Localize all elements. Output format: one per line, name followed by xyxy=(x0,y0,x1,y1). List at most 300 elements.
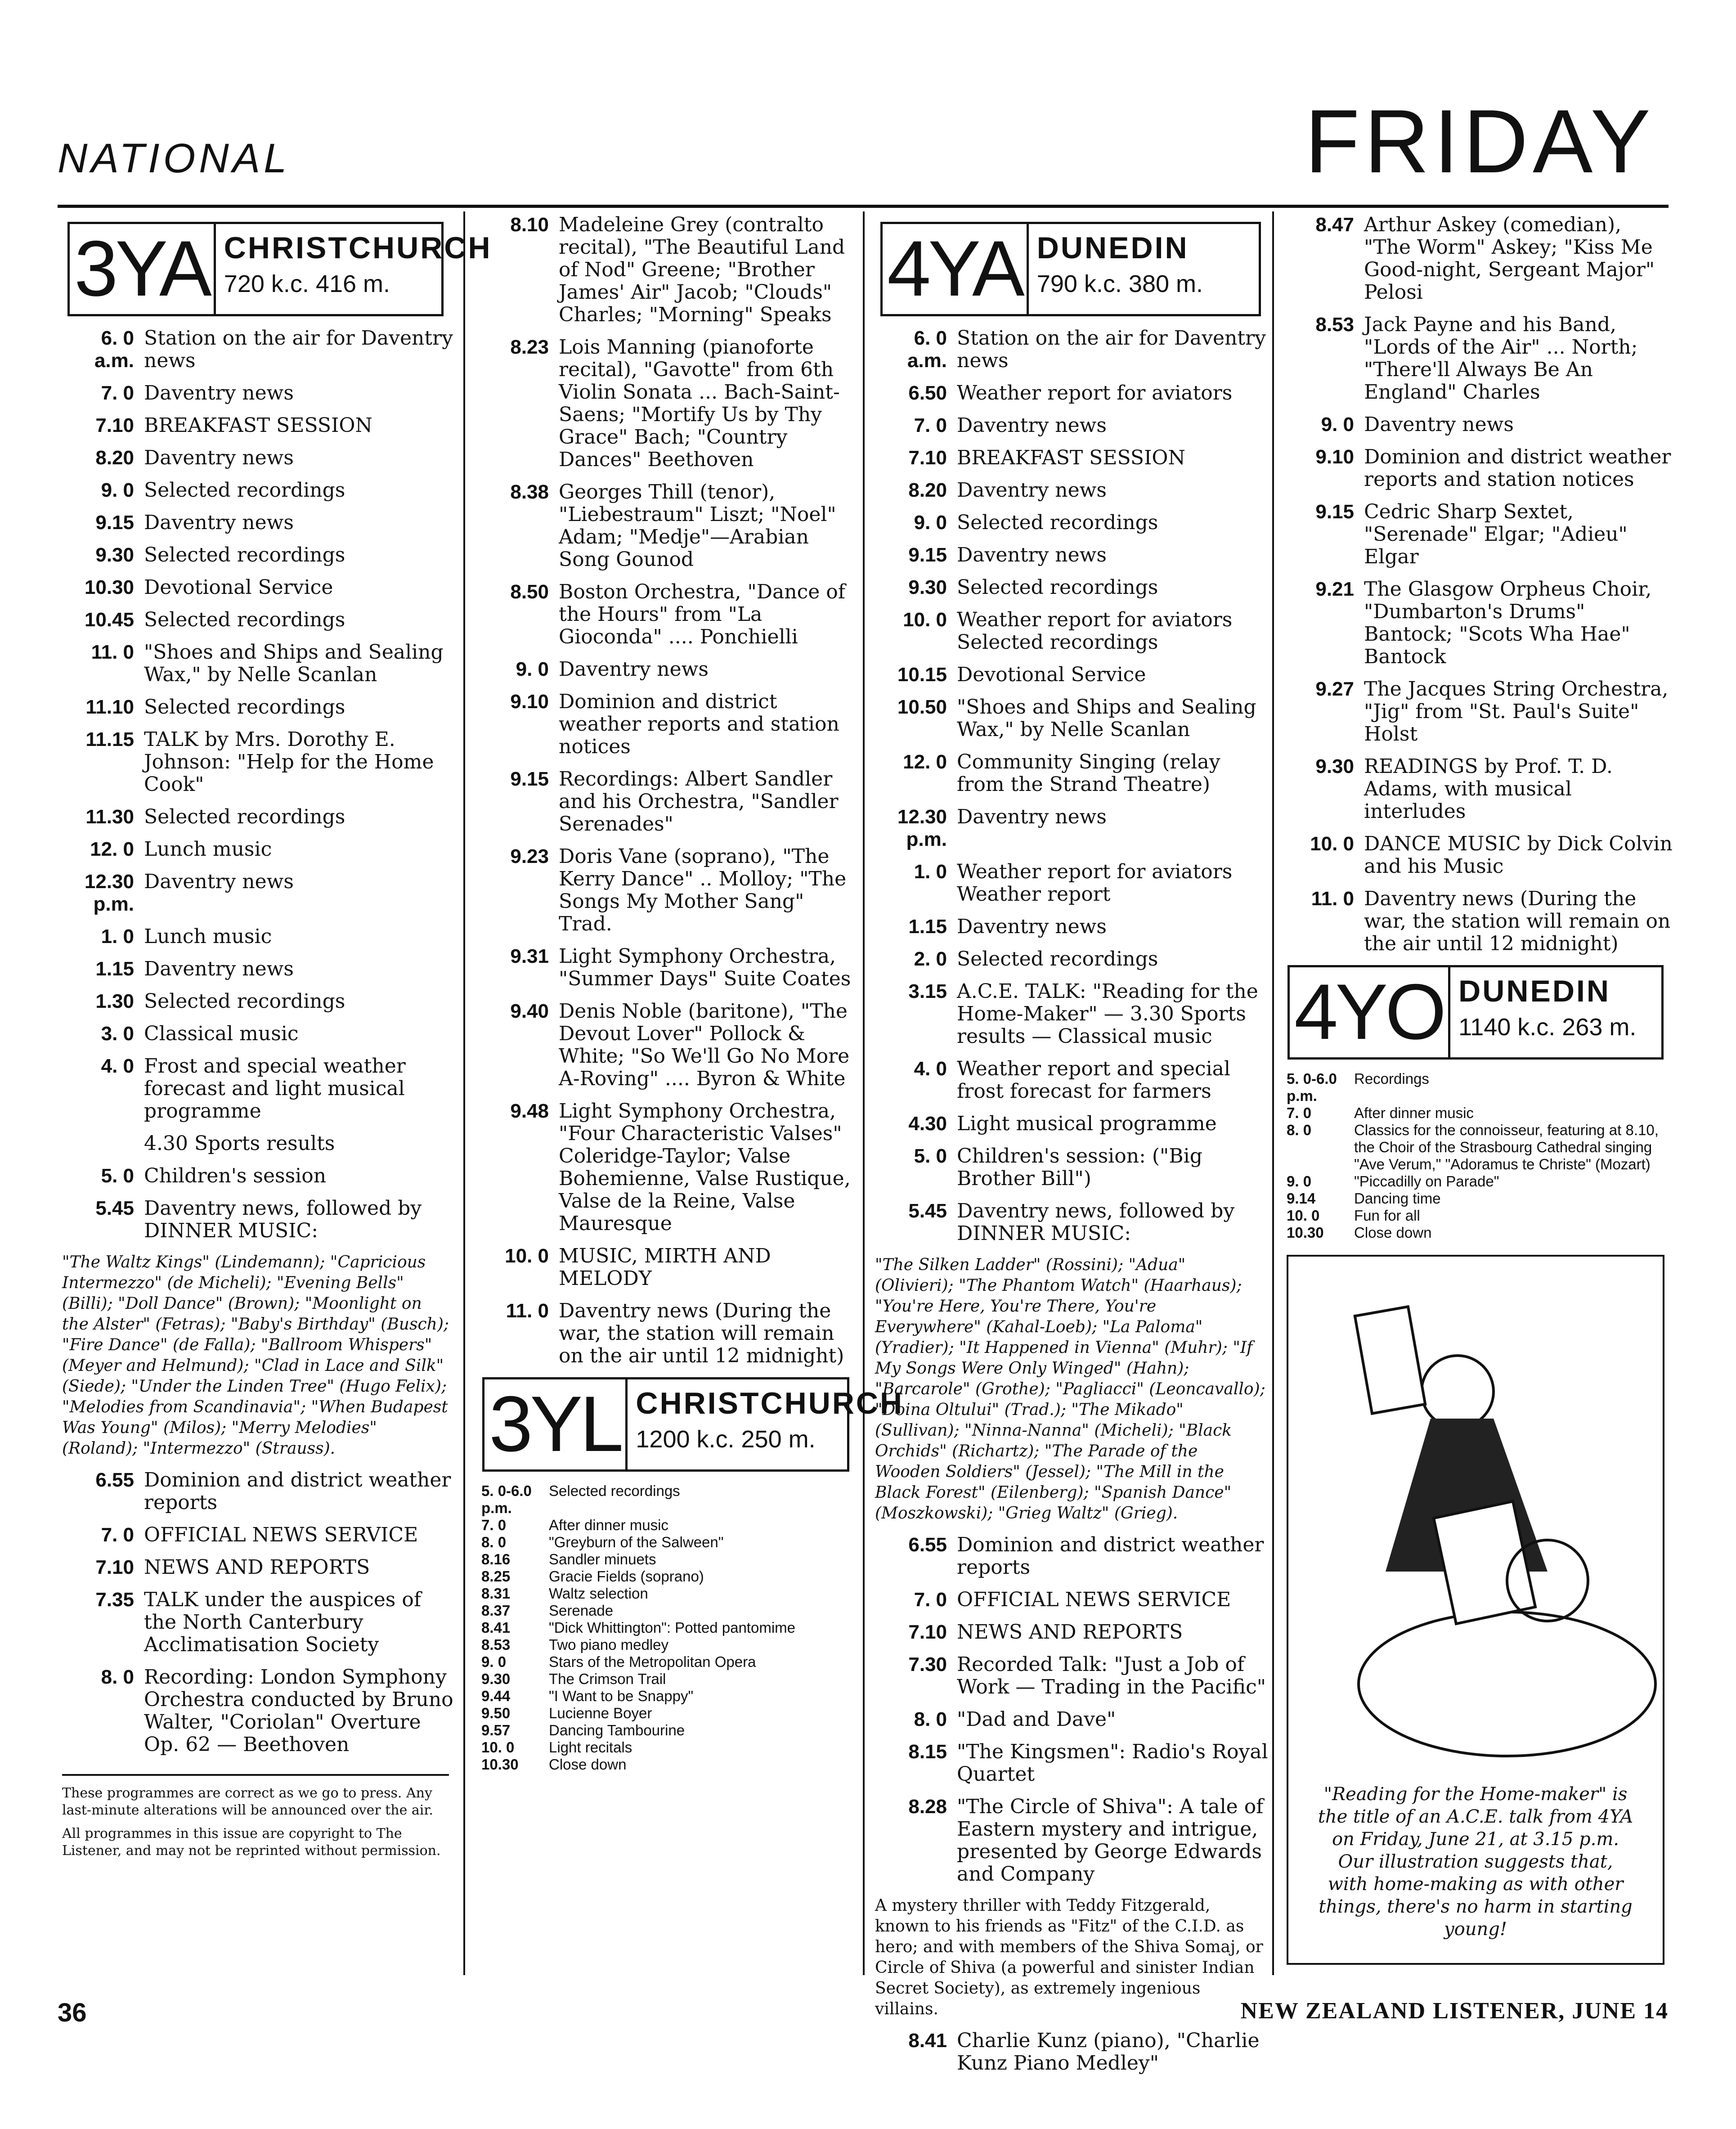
programme-time: 9. 0 xyxy=(481,1653,507,1670)
programme-title: Daventry news xyxy=(144,957,294,980)
child-reading-illustration xyxy=(1288,1257,1663,1797)
programme-time: 7.10 xyxy=(908,1621,947,1643)
programme-item xyxy=(58,838,453,861)
programme-item xyxy=(870,414,1271,437)
programme-time: 7. 0 xyxy=(1287,1105,1312,1121)
programme-title: Weather report and special frost forecast for farmers xyxy=(957,1057,1230,1103)
programme-item xyxy=(58,1666,453,1756)
dinner-music-note: "The Silken Ladder" (Rossini); "Adua" (Olivieri); "The Phantom Watch" (Haarhaus); "You're Here, You're There, You're Everywhere" (Kahal-Loeb); "La Paloma" (Yradier); "It Happened in Vienna" (Muhr); "If My Songs Were Only Winged" (Hahn); "Barcarole" (Grothe); "Pagliacci" (Leoncavallo); "Doina Oltului" (Trad.); "The Mikado" (Sullivan); "Ninna-Nanna" (Micheli); "Black Orchids" (Richartz); "The Parade of the Wooden Soldiers" (Jessel); "The Mill in the Black Forest" (Eilenberg); "Spanish Dance" (Moszkowski); "Grieg Waltz" (Grieg). xyxy=(875,1256,1265,1523)
programme-title: Jack Payne and his Band, "Lords of the Air" ... North; "There'll Always Be An England" Charles xyxy=(1364,313,1638,404)
programme-title: Arthur Askey (comedian), "The Worm" Askey; "Kiss Me Good-night, Sergeant Major" Pelosi xyxy=(1364,213,1655,304)
programme-item xyxy=(58,414,453,437)
programme-title: Serenade xyxy=(549,1602,614,1619)
programme-time: 7. 0 xyxy=(914,1589,947,1611)
shiva-note: A mystery thriller with Teddy Fitzgerald, known to his friends as "Fitz" of the C.I.D. as hero; and with members of the Shiva Somaj, or Circle of Shiva (a powerful and sinister Indian Secret Society), as extremely ingenious villains. xyxy=(875,1896,1263,2018)
programme-time: 12.30 p.m. xyxy=(84,871,134,915)
programme-item xyxy=(870,861,1271,906)
small-programme-list xyxy=(472,1482,859,1773)
programme-time: 9. 0 xyxy=(101,479,134,501)
programme-time: 8.53 xyxy=(481,1636,511,1653)
station-box-4yo xyxy=(1287,965,1664,1060)
programme-title: Light musical programme xyxy=(957,1112,1217,1135)
programme-title: READINGS by Prof. T. D. Adams, with musical interludes xyxy=(1364,755,1613,823)
programme-time: 6. 0 a.m. xyxy=(94,327,134,372)
programme-time: 10.30 xyxy=(84,576,134,598)
small-programme-item xyxy=(472,1482,859,1517)
column-4ya-cont xyxy=(1278,214,1673,1968)
programme-title: Daventry news xyxy=(144,446,294,469)
programme-time: 9.10 xyxy=(510,691,549,713)
station-call: 3YA xyxy=(70,224,216,314)
small-programme-item xyxy=(1278,1224,1673,1241)
programme-item xyxy=(472,1300,859,1367)
programme-item xyxy=(870,1589,1271,1611)
programme-item xyxy=(472,336,859,471)
programme-time: 7.10 xyxy=(95,414,134,436)
programme-list xyxy=(1278,214,1673,955)
programme-item xyxy=(870,1741,1271,1786)
programme-title: OFFICIAL NEWS SERVICE xyxy=(957,1588,1231,1611)
programme-list xyxy=(870,1534,1271,1886)
programme-time: 8.53 xyxy=(1315,314,1354,336)
programme-title: Selected recordings xyxy=(144,608,345,631)
programme-time: 8.20 xyxy=(95,447,134,469)
programme-item xyxy=(58,1165,453,1187)
programme-title: MUSIC, MIRTH AND MELODY xyxy=(559,1244,771,1290)
programme-time: 10.15 xyxy=(897,664,947,686)
programme-list xyxy=(58,1469,453,1756)
programme-item xyxy=(870,664,1271,686)
small-programme-item xyxy=(1278,1105,1673,1122)
programme-time: 9.15 xyxy=(1315,501,1354,523)
programme-item xyxy=(472,945,859,990)
programme-title: "The Circle of Shiva": A tale of Eastern mystery and intrigue, presented by George Edwards and Company xyxy=(957,1795,1264,1886)
footnote-block xyxy=(62,1774,449,1860)
station-frequency: 720 k.c. 416 m. xyxy=(224,270,390,297)
programme-title: Selected recordings xyxy=(144,543,345,566)
programme-title: Children's session xyxy=(144,1164,327,1187)
programme-time: 8.25 xyxy=(481,1568,511,1585)
programme-time: 6.50 xyxy=(908,382,947,404)
programme-title: Fun for all xyxy=(1354,1207,1420,1224)
programme-title: "The Kingsmen": Radio's Royal Quartet xyxy=(957,1740,1268,1786)
issue-line: NEW ZEALAND LISTENER, JUNE 14 xyxy=(1240,1998,1669,2024)
programme-item xyxy=(472,1000,859,1090)
column-divider xyxy=(463,211,465,1975)
programme-title: Devotional Service xyxy=(144,576,333,599)
programme-item xyxy=(870,479,1271,502)
programme-title: Light Symphony Orchestra, "Four Characteristic Valses" Coleridge-Taylor; Valse Bohemienne, Valse Rustique, Valse de la Reine, Valse Mauresque xyxy=(559,1100,851,1235)
programme-time: 8. 0 xyxy=(914,1708,947,1730)
programme-title: Frost and special weather forecast and light musical programme xyxy=(144,1055,406,1123)
programme-time: 9.44 xyxy=(481,1688,511,1704)
programme-title: Children's session: ("Big Brother Bill") xyxy=(957,1145,1202,1190)
programme-title: Waltz selection xyxy=(549,1585,648,1602)
programme-item xyxy=(58,1197,453,1242)
copyright-note: All programmes in this issue are copyright to The Listener, and may not be reprinted without permission. xyxy=(62,1826,441,1859)
programme-item xyxy=(870,1534,1271,1579)
programme-title: Denis Noble (baritone), "The Devout Lover" Pollock & White; "So We'll Go No More A-Roving" .... Byron & White xyxy=(559,1000,850,1090)
station-box-3yl xyxy=(482,1377,904,1472)
programme-item xyxy=(58,1556,453,1579)
programme-time: 7. 0 xyxy=(101,382,134,404)
programme-time: 12.30 p.m. xyxy=(897,806,947,850)
programme-time: 1.15 xyxy=(908,916,947,938)
programme-title: NEWS AND REPORTS xyxy=(957,1621,1183,1644)
programme-time: 7.10 xyxy=(95,1556,134,1578)
programme-time: 2. 0 xyxy=(914,948,947,970)
programme-title: Daventry news xyxy=(144,511,294,534)
programme-time: 8.41 xyxy=(908,2030,947,2052)
programme-item xyxy=(1278,678,1673,746)
programme-time: 1.15 xyxy=(95,958,134,980)
programme-time: 7.30 xyxy=(908,1653,947,1675)
small-programme-item xyxy=(472,1671,859,1688)
dinner-music-note: "The Waltz Kings" (Lindemann); "Capricious Intermezzo" (de Micheli); "Evening Bells" (Billi); "Doll Dance" (Brown); "Moonlight on the Alster" (Fetras); "Baby's Birthday" (Busch); "Fire Dance" (de Falla); "Ballroom Whispers" (Meyer and Helmund); "Clad in Lace and Silk" (Siede); "Under the Linden Tree" (Hugo Felix); "Melodies from Scandinavia"; "When Budapest Was Young" (Milos); "Merry Melodies" (Roland); "Intermezzo" (Strauss). xyxy=(62,1253,449,1458)
programme-title: "Dick Whittington": Potted pantomime xyxy=(549,1619,795,1636)
programme-title: Selected recordings xyxy=(144,696,345,719)
programme-title: Devotional Service xyxy=(957,663,1146,686)
station-call: 4YO xyxy=(1290,967,1450,1057)
programme-title: Daventry news xyxy=(559,658,709,681)
programme-time: 9.15 xyxy=(510,768,549,790)
programme-item xyxy=(870,609,1271,654)
programme-time: 9.15 xyxy=(908,544,947,566)
programme-item xyxy=(58,1469,453,1514)
programme-title: "Dad and Dave" xyxy=(957,1708,1116,1731)
programme-item xyxy=(58,512,453,534)
programme-title: A.C.E. TALK: "Reading for the Home-Maker" — 3.30 Sports results — Classical music xyxy=(957,980,1258,1048)
station-frequency: 790 k.c. 380 m. xyxy=(1036,270,1203,297)
programme-time: 9.31 xyxy=(510,945,549,967)
programme-item xyxy=(472,214,859,326)
column-3ya-cont xyxy=(472,213,904,1968)
programme-item xyxy=(870,1653,1271,1698)
programme-item xyxy=(58,447,453,469)
programme-title: Lunch music xyxy=(144,838,272,861)
programme-item xyxy=(472,845,859,935)
small-programme-item xyxy=(1278,1190,1673,1207)
programme-title: "Shoes and Ships and Sealing Wax," by Nelle Scanlan xyxy=(144,641,444,686)
programme-time: 10. 0 xyxy=(903,609,947,631)
programme-time: 5. 0-6.0 p.m. xyxy=(481,1482,532,1516)
programme-title: Georges Thill (tenor), "Liebestraum" Liszt; "Noel" Adam; "Medje"—Arabian Song Gounod xyxy=(559,481,836,571)
station-name: CHRISTCHURCH xyxy=(224,231,492,265)
programme-time: 9.40 xyxy=(510,1000,549,1022)
programme-time: 9.10 xyxy=(1315,446,1354,468)
small-programme-item xyxy=(1278,1122,1673,1173)
programme-time: 8.15 xyxy=(908,1741,947,1763)
programme-title: Doris Vane (soprano), "The Kerry Dance" .. Molloy; "The Songs My Mother Sang" Trad. xyxy=(559,845,847,935)
programme-time: 7.35 xyxy=(95,1589,134,1611)
programme-time: 9.21 xyxy=(1315,578,1354,600)
programme-time: 10.30 xyxy=(481,1756,519,1773)
programme-title: Charlie Kunz (piano), "Charlie Kunz Piano Medley" xyxy=(957,2029,1260,2075)
programme-title: BREAKFAST SESSION xyxy=(957,446,1185,469)
programme-title: Station on the air for Daventry news xyxy=(957,327,1266,372)
programme-time: 9.30 xyxy=(95,544,134,566)
programme-item xyxy=(870,447,1271,469)
station-name: CHRISTCHURCH xyxy=(636,1386,904,1420)
programme-item xyxy=(870,1708,1271,1731)
programme-time: 10. 0 xyxy=(1310,833,1354,855)
programme-time: 9.57 xyxy=(481,1722,511,1738)
station-frequency: 1140 k.c. 263 m. xyxy=(1458,1014,1637,1041)
programme-time: 12. 0 xyxy=(903,751,947,773)
programme-time: 8. 0 xyxy=(481,1534,507,1550)
programme-title: Daventry news xyxy=(957,915,1107,938)
programme-title: Daventry news xyxy=(957,479,1107,502)
top-rule xyxy=(58,205,1669,208)
programme-item xyxy=(870,980,1271,1048)
programme-time: 6.55 xyxy=(908,1534,947,1556)
programme-title: "I Want to be Snappy" xyxy=(549,1688,694,1704)
programme-list xyxy=(870,2030,1271,2075)
programme-item xyxy=(870,512,1271,534)
small-programme-item xyxy=(472,1534,859,1551)
programme-item xyxy=(870,1796,1271,1886)
station-name: DUNEDIN xyxy=(1458,974,1610,1008)
column-divider xyxy=(863,211,865,1975)
programme-item xyxy=(472,691,859,758)
programme-time: 8.20 xyxy=(908,479,947,501)
programme-time: 9. 0 xyxy=(1287,1173,1312,1190)
small-programme-item xyxy=(1278,1173,1673,1190)
programme-time: 11. 0 xyxy=(1311,888,1354,910)
programme-time: 9. 0 xyxy=(914,512,947,534)
programme-time: 1. 0 xyxy=(101,925,134,948)
programme-time: 8.16 xyxy=(481,1551,511,1568)
programme-item xyxy=(1278,888,1673,955)
programme-title: Daventry news xyxy=(144,382,294,404)
programme-item xyxy=(58,327,453,372)
programme-time: 8.37 xyxy=(481,1602,511,1619)
programme-item xyxy=(58,806,453,828)
programme-time: 8. 0 xyxy=(1287,1122,1312,1138)
programme-title: Dominion and district weather reports and station notices xyxy=(1364,445,1671,491)
programme-title: Dominion and district weather reports and station notices xyxy=(559,690,839,758)
programme-item xyxy=(870,1621,1271,1644)
programme-item xyxy=(870,1113,1271,1135)
programme-item xyxy=(58,696,453,719)
programme-title: TALK under the auspices of the North Canterbury Acclimatisation Society xyxy=(144,1588,422,1656)
programme-item xyxy=(1278,501,1673,568)
programme-item xyxy=(58,1023,453,1045)
programme-title: Daventry news xyxy=(1364,413,1514,436)
column-4ya xyxy=(870,214,1271,2075)
programme-item xyxy=(58,382,453,404)
programme-title: Gracie Fields (soprano) xyxy=(549,1568,704,1585)
programme-title: Daventry news (During the war, the station will remain on the air until 12 midnight) xyxy=(1364,887,1671,955)
programme-title: Selected recordings xyxy=(144,479,345,502)
programme-item xyxy=(58,871,453,916)
small-programme-item xyxy=(472,1636,859,1653)
programme-time: 8.31 xyxy=(481,1585,511,1602)
programme-title: After dinner music xyxy=(1354,1105,1474,1121)
programme-title: Dominion and district weather reports xyxy=(957,1533,1264,1579)
programme-item xyxy=(870,382,1271,404)
column-3ya xyxy=(58,214,492,1968)
programme-title: Light recitals xyxy=(549,1739,632,1756)
programme-item xyxy=(58,958,453,980)
programme-time: 6. 0 a.m. xyxy=(907,327,947,372)
small-programme-item xyxy=(472,1653,859,1671)
programme-time: 9.30 xyxy=(1315,755,1354,777)
programme-item xyxy=(1278,314,1673,404)
programme-time: 8.50 xyxy=(510,581,549,603)
programme-time: 12. 0 xyxy=(90,838,134,860)
correction-note: These programmes are correct as we go to press. Any last-minute alterations will be announced over the air. xyxy=(62,1785,433,1818)
programme-title: Boston Orchestra, "Dance of the Hours" from "La Gioconda" .... Ponchielli xyxy=(559,580,846,648)
programme-time: 9.48 xyxy=(510,1100,549,1122)
programme-time: 1.30 xyxy=(95,990,134,1012)
programme-item xyxy=(870,751,1271,796)
small-programme-item xyxy=(472,1568,859,1585)
illustration xyxy=(1287,1255,1664,1965)
small-programme-item xyxy=(472,1551,859,1568)
programme-title: "Greyburn of the Salween" xyxy=(549,1534,724,1550)
programme-time: 11. 0 xyxy=(506,1300,549,1322)
programme-item xyxy=(870,576,1271,599)
programme-title: Daventry news xyxy=(144,870,294,893)
small-programme-item xyxy=(472,1619,859,1636)
programme-item xyxy=(58,925,453,948)
small-programme-item xyxy=(1278,1070,1673,1105)
programme-title: Daventry news xyxy=(957,805,1107,828)
station-box-3ya xyxy=(67,222,492,316)
programme-item xyxy=(870,948,1271,970)
programme-time: 5. 0-6.0 p.m. xyxy=(1287,1070,1337,1104)
programme-item xyxy=(472,658,859,681)
programme-item xyxy=(472,768,859,835)
programme-title: Madeleine Grey (contralto recital), "The Beautiful Land of Nod" Greene; "Brother James' Air" Jacob; "Clouds" Charles; "Morning" Speaks xyxy=(559,213,845,326)
programme-time: 10.45 xyxy=(84,609,134,631)
programme-title: NEWS AND REPORTS xyxy=(144,1556,370,1579)
programme-item xyxy=(58,479,453,502)
programme-item xyxy=(472,481,859,571)
programme-item xyxy=(1278,446,1673,491)
programme-title: Weather report for aviators xyxy=(957,382,1233,404)
programme-time: 10.50 xyxy=(897,696,947,718)
programme-title: Sandler minuets xyxy=(549,1551,656,1568)
programme-item xyxy=(1278,755,1673,823)
programme-time: 4. 0 xyxy=(914,1058,947,1080)
programme-title: Lunch music xyxy=(144,925,272,948)
section-label: NATIONAL xyxy=(58,135,291,181)
programme-item xyxy=(58,544,453,566)
programme-time: 9.50 xyxy=(481,1705,511,1721)
programme-time: 9. 0 xyxy=(516,658,549,680)
programme-item xyxy=(870,916,1271,938)
small-programme-item xyxy=(472,1705,859,1722)
programme-item xyxy=(472,1100,859,1235)
programme-title: Cedric Sharp Sextet, "Serenade" Elgar; "Adieu" Elgar xyxy=(1364,500,1628,568)
programme-time: 1. 0 xyxy=(914,861,947,883)
programme-item xyxy=(58,1589,453,1656)
programme-title: Dancing Tambourine xyxy=(549,1722,685,1738)
programme-time: 9.30 xyxy=(481,1671,511,1687)
programme-item xyxy=(58,1524,453,1546)
programme-title: 4.30 Sports results xyxy=(144,1132,335,1155)
small-programme-item xyxy=(472,1688,859,1705)
small-programme-item xyxy=(472,1517,859,1534)
small-programme-item xyxy=(472,1602,859,1619)
programme-time: 11.10 xyxy=(85,696,134,718)
programme-time: 5.45 xyxy=(908,1200,947,1222)
programme-title: Two piano medley xyxy=(549,1636,668,1653)
programme-item xyxy=(58,641,453,686)
small-programme-list xyxy=(1278,1070,1673,1241)
programme-title: Stars of the Metropolitan Opera xyxy=(549,1653,756,1670)
programme-item xyxy=(870,1200,1271,1245)
programme-title: OFFICIAL NEWS SERVICE xyxy=(144,1523,418,1546)
programme-title: Lois Manning (pianoforte recital), "Gavotte" from 6th Violin Sonata ... Bach-Saint-Saens; "Mortify Us by Thy Grace" Bach; "Country Dances" Beethoven xyxy=(559,336,840,471)
programme-time: 8.38 xyxy=(510,481,549,503)
small-programme-item xyxy=(1278,1207,1673,1224)
programme-item xyxy=(870,1058,1271,1103)
programme-item xyxy=(472,1245,859,1290)
programme-time: 10.30 xyxy=(1287,1224,1324,1241)
small-programme-item xyxy=(472,1585,859,1602)
programme-title: Weather report for aviators Weather report xyxy=(957,860,1233,906)
programme-title: The Crimson Trail xyxy=(549,1671,666,1687)
programme-title: Selected recordings xyxy=(549,1482,680,1499)
programme-title: Recorded Talk: "Just a Job of Work — Trading in the Pacific" xyxy=(957,1653,1266,1698)
programme-time: 11. 0 xyxy=(91,641,134,663)
programme-time: 8.23 xyxy=(510,336,549,358)
programme-item xyxy=(58,609,453,631)
programme-time: 9. 0 xyxy=(1321,413,1354,436)
programme-time: 4. 0 xyxy=(101,1055,134,1077)
programme-time: 8.47 xyxy=(1315,214,1354,236)
programme-title: "Piccadilly on Parade" xyxy=(1354,1173,1499,1190)
programme-time: 4.30 xyxy=(908,1113,947,1135)
programme-item xyxy=(58,990,453,1013)
programme-item xyxy=(58,1132,453,1155)
programme-title: Selected recordings xyxy=(144,805,345,828)
programme-title: DANCE MUSIC by Dick Colvin and his Music xyxy=(1364,832,1673,878)
programme-time xyxy=(58,1132,144,1155)
programme-title: Station on the air for Daventry news xyxy=(144,327,453,372)
small-programme-item xyxy=(472,1722,859,1739)
programme-time: 9.14 xyxy=(1287,1190,1316,1207)
programme-time: 3.15 xyxy=(908,980,947,1002)
programme-item xyxy=(870,806,1271,851)
programme-item xyxy=(58,728,453,796)
programme-time: 6.55 xyxy=(95,1469,134,1491)
programme-time: 7. 0 xyxy=(481,1517,507,1533)
programme-title: Daventry news xyxy=(957,543,1107,566)
programme-item xyxy=(870,696,1271,741)
programme-title: Classical music xyxy=(144,1022,299,1045)
programme-title: Selected recordings xyxy=(144,990,345,1013)
programme-title: Close down xyxy=(1354,1224,1432,1241)
programme-title: Light Symphony Orchestra, "Summer Days" Suite Coates xyxy=(559,945,851,990)
programme-time: 9.30 xyxy=(908,576,947,598)
programme-title: Daventry news (During the war, the station will remain on the air until 12 midnight) xyxy=(559,1299,844,1367)
column-divider xyxy=(1272,211,1274,1975)
programme-title: Daventry news xyxy=(957,414,1107,437)
small-programme-item xyxy=(472,1756,859,1773)
programme-time: 9.27 xyxy=(1315,678,1354,700)
programme-title: TALK by Mrs. Dorothy E. Johnson: "Help for the Home Cook" xyxy=(144,728,434,796)
programme-time: 5.45 xyxy=(95,1197,134,1219)
programme-time: 7. 0 xyxy=(914,414,947,436)
programme-title: Selected recordings xyxy=(957,948,1158,970)
programme-time: 9.23 xyxy=(510,845,549,867)
programme-time: 8.41 xyxy=(481,1619,511,1636)
programme-list xyxy=(870,327,1271,1245)
